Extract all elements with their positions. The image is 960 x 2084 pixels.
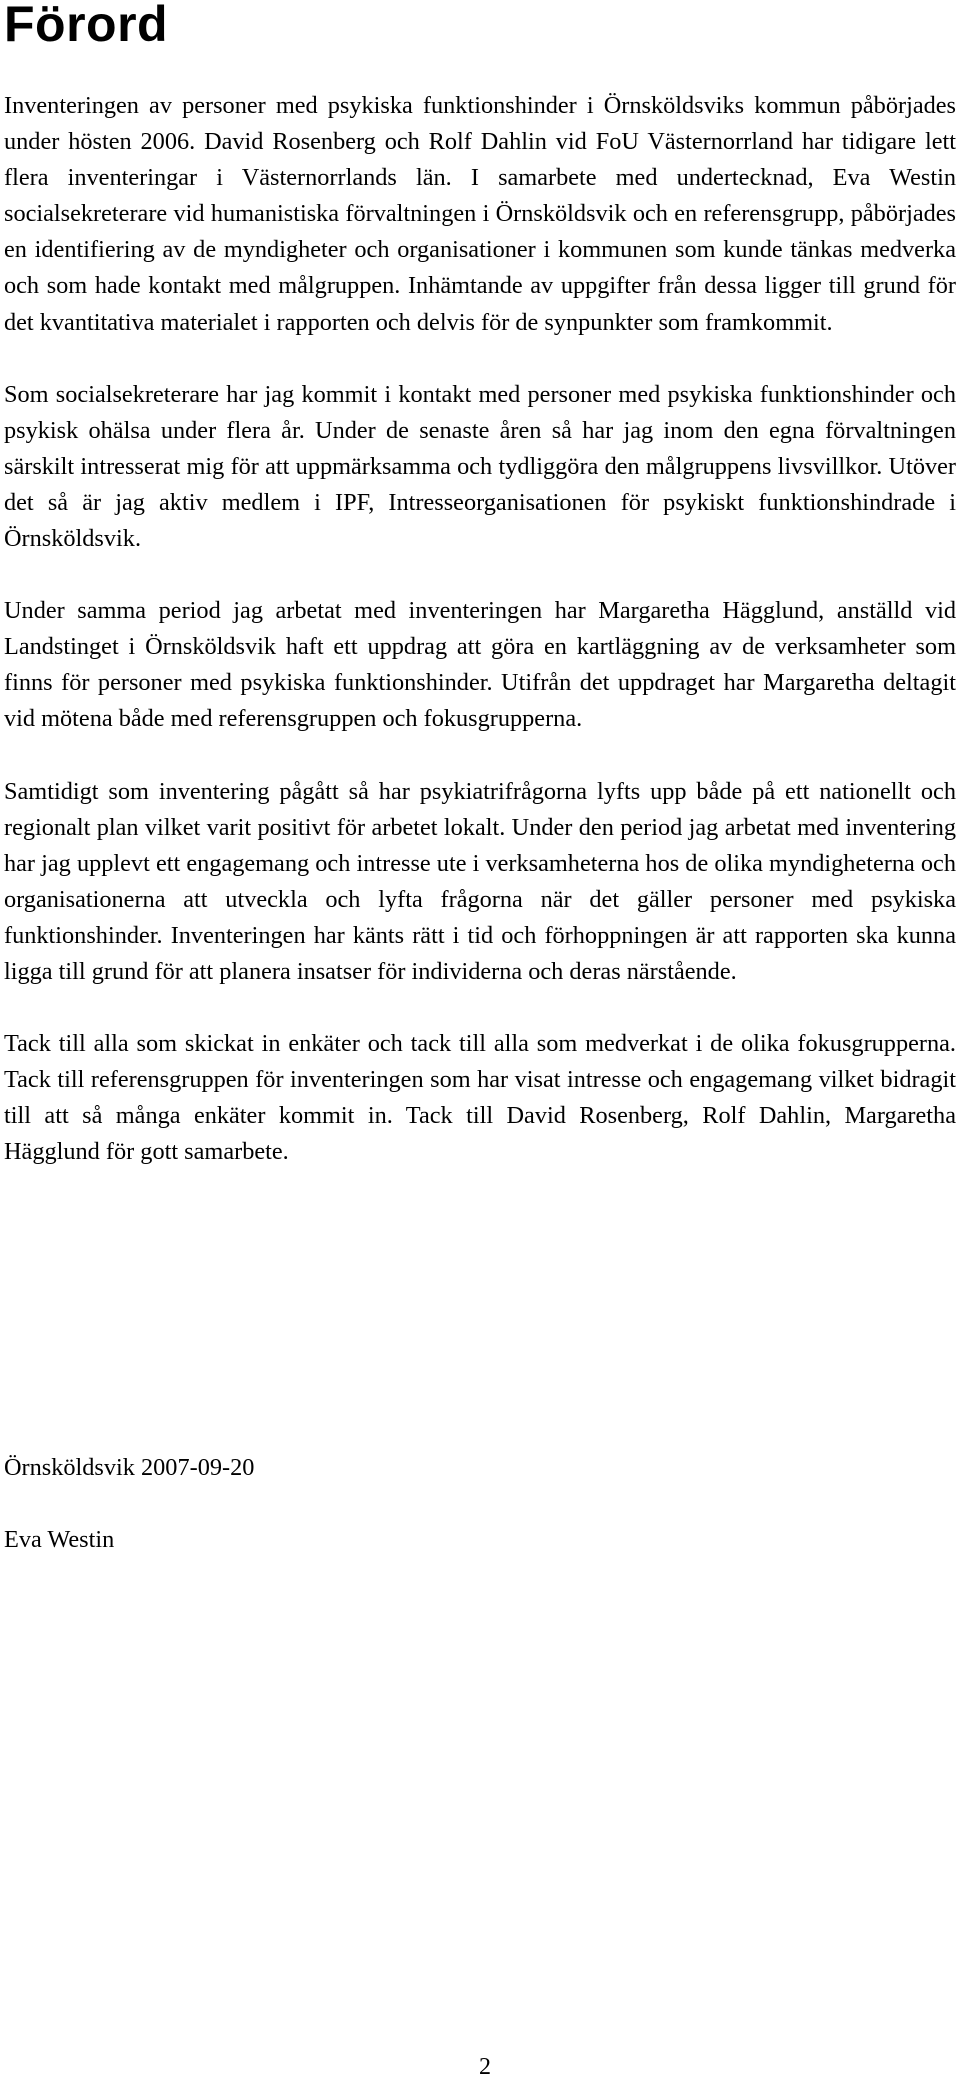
body-text [4, 88, 956, 1206]
signature: Eva Westin [4, 1526, 115, 1553]
place-date: Örnsköldsvik 2007-09-20 [4, 1454, 255, 1481]
paragraph-role: Som socialsekreterare har jag kommit i kontakt med personer med psykiska funktionshinder och psykisk ohälsa under flera år. Under de senaste åren så har jag inom den egna förvaltningen särskilt intresserat mig för att uppmärksamma och tydliggöra den målgruppens livsvillkor. Utöver det så är jag aktiv medlem i IPF, Intresseorganisationen för psykiskt funktionshindrade i Örnsköldsvik. [4, 380, 956, 553]
paragraph-national: Samtidigt som inventering pågått så har psykiatrifrågorna lyfts upp både på ett nationellt och regionalt plan vilket varit positivt för arbetet lokalt. Under den period jag arbetat med inventering har jag upplevt ett engagemang och intresse ute i verksamheterna hos de olika myndigheterna och organisationerna att utveckla och lyfta frågorna när det gäller personer med psykiska funktionshinder. Inventeringen har känts rätt i tid och förhoppningen är att rapporten ska kunna ligga till grund för att planera insatser för individerna och deras närstående. [4, 777, 956, 985]
paragraph-thanks: Tack till alla som skickat in enkäter och tack till alla som medverkat i de olika fokusgrupperna. Tack till referensgruppen för inventeringen som har visat intresse och engagemang vilket bidragit till att så många enkäter kommit in. Tack till David Rosenberg, Rolf Dahlin, Margaretha Hägglund för gott samarbete. [4, 1030, 956, 1166]
paragraph-intro: Inventeringen av personer med psykiska funktionshinder i Örnsköldsviks kommun påbörjades under hösten 2006. David Rosenberg och Rolf Dahlin vid FoU Västernorrland har tidigare lett flera inventeringar i Västernorrlands län. I samarbete med undertecknad, Eva Westin socialsekreterare vid humanistiska förvaltningen i Örnsköldsvik och en referensgrupp, påbörjades en identifiering av de myndigheter och organisationer i kommunen som kunde tänkas medverka och som hade kontakt med målgruppen. Inhämtande av uppgifter från dessa ligger till grund för det kvantitativa materialet i rapporten och delvis för de synpunkter som framkommit. [4, 92, 956, 336]
page-title: Förord [4, 0, 169, 52]
page-number: 2 [479, 2054, 491, 2080]
paragraph-mapping: Under samma period jag arbetat med inventeringen har Margaretha Hägglund, anställd vid Landstinget i Örnsköldsvik haft ett uppdrag att göra en kartläggning av de verksamheter som finns för personer med psykiska funktionshinder. Utifrån det uppdraget har Margaretha deltagit vid mötena både med referensgruppen och fokusgrupperna. [4, 597, 956, 733]
